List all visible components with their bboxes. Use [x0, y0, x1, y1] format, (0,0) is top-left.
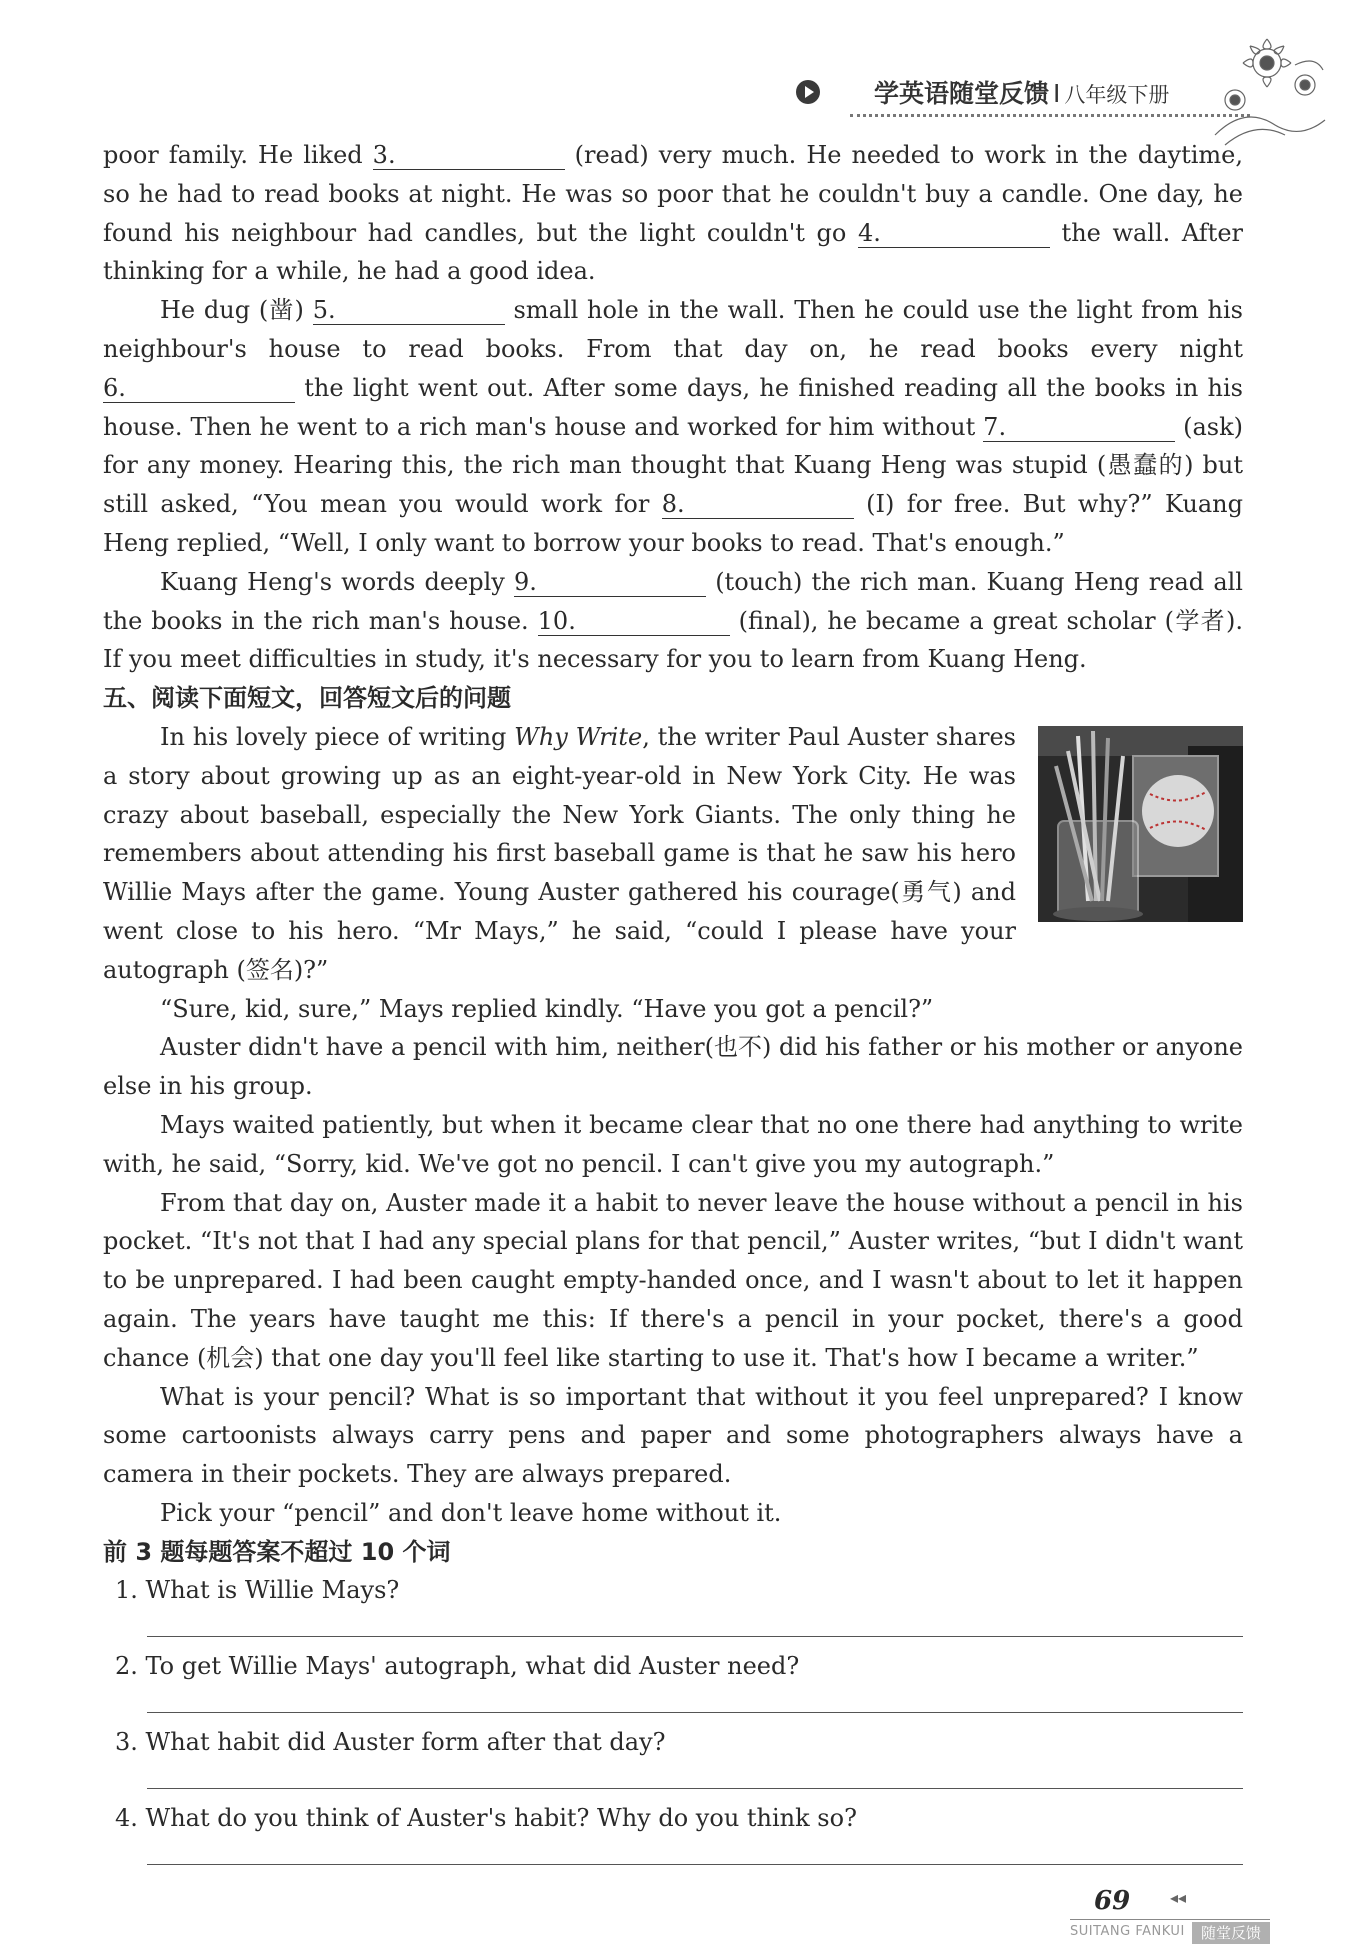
- page-content: [103, 136, 1243, 1875]
- answer-blank-9[interactable]: 9.: [514, 568, 706, 597]
- answer-blank-3[interactable]: 3.: [373, 141, 565, 170]
- footer-rule: [1070, 1919, 1270, 1920]
- passage1-paragraph-2: He dug (凿) 5. small hole in the wall. Then he could use the light from his neighbour's house to read books. From that day on, he read books every night 6. the light went out. After some days, he finished reading all the books in his house. Then he went to a rich man's house and worked for him without 7. (ask) for any money. Hearing this, the rich man thought that Kuang Heng was stupid (愚蠢的) but still asked, “You mean you would work for 8. (I) for free. But why?” Kuang Heng replied, “Well, I only want to borrow your books to read. That's enough.”: [103, 296, 1243, 557]
- question-3: 3. What habit did Auster form after that day?: [115, 1728, 666, 1757]
- page-header: [790, 72, 1250, 122]
- section5-paragraph-4: Mays waited patiently, but when it became clear that no one there had anything to write with, he said, “Sorry, kid. We've got no pencil. I can't give you my autograph.”: [103, 1110, 1243, 1178]
- footer-tag: 随堂反馈: [1192, 1922, 1270, 1944]
- passage1-paragraph-3: Kuang Heng's words deeply 9. (touch) the rich man. Kuang Heng read all the books in the rich man's house. 10. (final), he became a great scholar (学者). If you meet difficulties in study, it's necessary for you to learn from Kuang Heng.: [103, 567, 1243, 674]
- answer-line-2[interactable]: [147, 1686, 1243, 1713]
- answer-line-3[interactable]: [147, 1762, 1243, 1789]
- answer-blank-6[interactable]: 6.: [103, 374, 295, 403]
- questions-instruction: 前 3 题每题答案不超过 10 个词: [103, 1537, 451, 1566]
- question-4: 4. What do you think of Auster's habit? Why do you think so?: [115, 1803, 857, 1832]
- section-5-heading: 五、阅读下面短文，回答短文后的问题: [103, 684, 511, 713]
- section5-paragraph-3: Auster didn't have a pencil with him, neither(也不) did his father or his mother or anyone else in his group.: [103, 1033, 1243, 1101]
- section5-paragraph-6: What is your pencil? What is so important that without it you feel unprepared? I know some cartoonists always carry pens and paper and some photographers always have a camera in their pockets. They are always prepared.: [103, 1382, 1243, 1489]
- answer-blank-7[interactable]: 7.: [983, 413, 1175, 442]
- answer-blank-4[interactable]: 4.: [858, 219, 1050, 248]
- page-number: 69: [1094, 1886, 1131, 1916]
- footer-pinyin: SUITANG FANKUI: [1070, 1924, 1185, 1939]
- book-title-why-write: Why Write: [514, 722, 643, 751]
- back-arrows-icon: ◂◂: [1170, 1888, 1187, 1907]
- answer-blank-8[interactable]: 8.: [662, 490, 854, 519]
- section5-paragraph-7: Pick your “pencil” and don't leave home without it.: [160, 1498, 782, 1527]
- answer-blank-10[interactable]: 10.: [538, 607, 730, 636]
- header-dotted-rule: [850, 114, 1250, 117]
- question-2: 2. To get Willie Mays' autograph, what did Auster need?: [115, 1652, 800, 1681]
- answer-line-4[interactable]: [147, 1838, 1243, 1865]
- pencils-baseball-photo: [1038, 726, 1243, 922]
- section5-paragraph-1: In his lovely piece of writing Why Write, the writer Paul Auster shares a story about growing up as an eight-year-old in New York City. He was crazy about baseball, especially the New York Giants. The only thing he remembers about attending his first baseball game is that he saw his hero Willie Mays after the game. Young Auster gathered his courage(勇气) and went close to his hero. “Mr Mays,” he said, “could I please have your autograph (签名)?”: [103, 722, 1016, 984]
- section5-paragraph-5: From that day on, Auster made it a habit to never leave the house without a pencil in his pocket. “It's not that I had any special plans for that pencil,” Auster writes, “but I didn't want to be unprepared. I had been caught empty-handed once, and I wasn't about to let it happen again. The years have taught me this: If there's a pencil in your pocket, there's a good chance (机会) that one day you'll feel like starting to use it. That's how I became a writer.”: [103, 1188, 1243, 1372]
- question-1: 1. What is Willie Mays?: [115, 1576, 400, 1605]
- book-title: 学英语随堂反馈 I 八年级下册: [874, 79, 1170, 108]
- section5-paragraph-2: “Sure, kid, sure,” Mays replied kindly. “Have you got a pencil?”: [160, 994, 934, 1023]
- passage1-paragraph-1: poor family. He liked 3. (read) very much. He needed to work in the daytime, so he had to read books at night. He was so poor that he couldn't buy a candle. One day, he found his neighbour had candles, but the light couldn't go 4. the wall. After thinking for a while, he had a good idea.: [103, 141, 1243, 286]
- answer-line-1[interactable]: [147, 1610, 1243, 1637]
- play-icon: [796, 80, 820, 104]
- answer-blank-5[interactable]: 5.: [313, 296, 505, 325]
